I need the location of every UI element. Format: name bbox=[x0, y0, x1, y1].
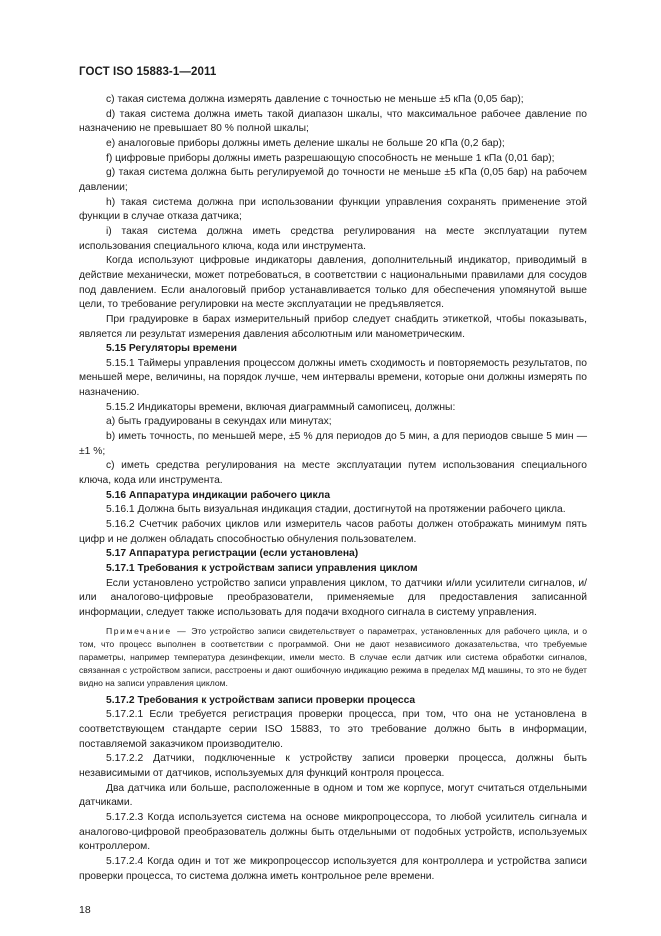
page-number: 18 bbox=[79, 904, 91, 916]
paragraph-two-sensors: Два датчика или больше, расположенные в одном и том же корпусе, могут считаться отдельными датчиками. bbox=[79, 782, 587, 809]
item-e-analog-scale: e) аналоговые приборы должны иметь деление шкалы не больше 20 кПа (0,2 бар); bbox=[106, 137, 505, 149]
clause-5-17-2-3: 5.17.2.3 Когда используется система на основе микропроцессора, то любой усилитель сигнала и аналогово-цифровой преобразователь должны быть отдельными от подобных устройств, используемых контроллером. bbox=[79, 811, 587, 853]
document-body bbox=[79, 93, 587, 884]
section-heading-5-15: 5.15 Регуляторы времени bbox=[106, 343, 237, 355]
paragraph-bar-calibration: При градуировке в барах измерительный прибор следует снабдить этикеткой, чтобы показывать, является ли результат измерения давления абсолютным или манометрическим. bbox=[79, 313, 587, 340]
item-i-onsite-adjustment: i) такая система должна иметь средства регулирования на месте эксплуатации путем использования специального ключа, кода или инструмента. bbox=[79, 225, 587, 252]
item-d-scale-range: d) такая система должна иметь такой диапазон шкалы, что максимальное рабочее давление по назначению не превышает 80 % полной шкалы; bbox=[79, 108, 587, 135]
section-heading-5-17-1: 5.17.1 Требования к устройствам записи управления циклом bbox=[106, 563, 418, 574]
clause-5-16-1: 5.16.1 Должна быть визуальная индикация стадии, достигнутой на протяжении рабочего цикла. bbox=[106, 504, 566, 516]
item-b-accuracy: b) иметь точность, по меньшей мере, ±5 % для периодов до 5 мин, а для периодов свыше 5 мин — ±1 %; bbox=[79, 431, 587, 457]
item-c-pressure-accuracy: c) такая система должна измерять давление с точностью не меньше ±5 кПа (0,05 бар); bbox=[106, 94, 524, 105]
document-header: ГОСТ ISO 15883-1—2011 bbox=[79, 66, 217, 78]
item-a-graduation: a) быть градуированы в секундах или минутах; bbox=[106, 416, 332, 428]
item-f-digital-resolution: f) цифровые приборы должны иметь разрешающую способность не меньше 1 кПа (0,01 бар); bbox=[106, 152, 555, 164]
clause-5-15-2: 5.15.2 Индикаторы времени, включая диаграммный самописец, должны: bbox=[106, 401, 456, 413]
clause-5-16-2: 5.16.2 Счетчик рабочих циклов или измеритель часов работы должен отображать минимум пять цифр и не должен обладать способностью обнуления пользователем. bbox=[79, 519, 587, 545]
item-c-regulation: c) иметь средства регулирования на месте эксплуатации путем использования специального ключа, кода или инструмента. bbox=[79, 460, 587, 487]
clause-5-17-2-4: 5.17.2.4 Когда один и тот же микропроцессор используется для контроллера и устройства записи проверки процесса, то система должна иметь контрольное реле времени. bbox=[79, 855, 587, 882]
item-h-sensor-failure: h) такая система должна при использовании функции управления сохранять применение этой функции в случае отказа датчика; bbox=[79, 196, 587, 223]
note-text: Это устройство записи свидетельствует о параметрах, установленных для рабочего цикла, и о том, что процесс выполнен в соответствии с программой. Они не дают независимого доказательства, что требуемые параметры, например температура дезинфекции, имели место. В случае если датчик или система обработки сигналов, связанная с устройством записи, расстроены и дают ошибочную индикацию режима в пределах МД машины, то это не будет видно на записи управления циклом. bbox=[79, 625, 587, 689]
clause-5-17-2-1: 5.17.2.1 Если требуется регистрация проверки процесса, при том, что она не установлена в соответствующем стандарте серии ISO 15883, то это требование должно быть в информации, поставляемой заказчиком производителю. bbox=[79, 709, 587, 750]
section-heading-5-16: 5.16 Аппаратура индикации рабочего цикла bbox=[106, 489, 331, 501]
clause-5-15-1: 5.15.1 Таймеры управления процессом должны иметь сходимость и повторяемость результатов, по меньшей мере, величины, на порядок лучше, чем интервалы времени, которые они должны измерять по назначению. bbox=[79, 357, 587, 399]
item-g-adjustable-accuracy: g) такая система должна быть регулируемой до точности не меньше ±5 кПа (0,05 бар) на рабочем давлении; bbox=[79, 167, 587, 193]
clause-5-17-2-2: 5.17.2.2 Датчики, подключенные к устройству записи проверки процесса, должны быть независимыми от датчиков, используемых для функций контроля процесса. bbox=[79, 753, 587, 779]
paragraph-digital-indicators: Когда используют цифровые индикаторы давления, дополнительный индикатор, приводимый в действие механически, может потребоваться, в соответствии с национальными правилами для сосудов под давлением. Если аналоговый прибор устанавливается только для обеспечения упомянутой выше цели, то требование регулировки на месте эксплуатации не предъявляется. bbox=[79, 255, 587, 311]
section-heading-5-17-2: 5.17.2 Требования к устройствам записи проверки процесса bbox=[106, 694, 416, 706]
section-heading-5-17: 5.17 Аппаратура регистрации (если установлена) bbox=[106, 548, 359, 560]
paragraph-cycle-recorder: Если установлено устройство записи управления циклом, то датчики и/или усилители сигналов, и/или аналогово-цифровые преобразователи, применяемые для предоставления записанной информации, следует также использовать для подачи входного сигнала в систему управления. bbox=[79, 577, 587, 618]
note-paragraph bbox=[79, 625, 587, 691]
note-label: Примечание — bbox=[106, 625, 188, 636]
